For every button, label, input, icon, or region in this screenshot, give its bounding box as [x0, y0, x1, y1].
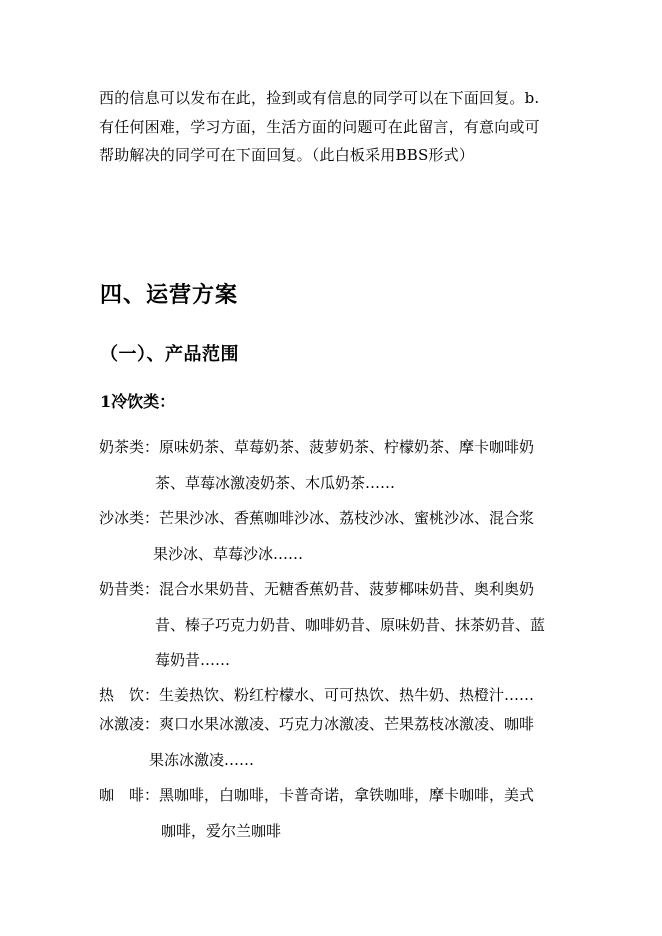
category-line: 咖啡，爱尔兰咖啡 — [161, 821, 282, 840]
category-line: 莓奶昔…… — [155, 651, 231, 669]
intro-paragraph — [99, 84, 569, 170]
category-ice-cream — [99, 707, 569, 778]
category-milkshake — [99, 572, 569, 679]
category-smoothie — [99, 501, 569, 572]
group-title: 1冷饮类： — [100, 392, 176, 411]
category-coffee — [99, 778, 569, 849]
category-line: 果冻冰激凌…… — [149, 750, 255, 769]
intro-line-3: 帮助解决的同学可在下面回复。（此白板采用BBS形式） — [99, 146, 475, 164]
category-line: 奶昔类：混合水果奶昔、无糖香蕉奶昔、菠萝椰味奶昔、奥利奥奶 — [99, 580, 535, 598]
intro-line-1: 西的信息可以发布在此，捡到或有信息的同学可以在下面回复。b. — [99, 89, 540, 107]
intro-line-2: 有任何困难，学习方面，生活方面的问题可在此留言，有意向或可 — [99, 117, 540, 136]
category-line: 热 饮：生姜热饮、粉红柠檬水、可可热饮、热牛奶、热橙汁…… — [99, 686, 535, 704]
category-line: 奶茶类：原味奶茶、草莓奶茶、菠萝奶茶、柠檬奶茶、摩卡咖啡奶 — [99, 438, 535, 456]
category-line: 果沙冰、草莓沙冰…… — [153, 544, 304, 563]
section-title: 四、运营方案 — [100, 282, 239, 308]
category-milk-tea — [99, 430, 569, 501]
category-line: 咖 啡：黑咖啡，白咖啡，卡普奇诺，拿铁咖啡，摩卡咖啡，美式 — [99, 786, 535, 804]
category-line: 冰激凌：爽口水果冰激凌、巧克力冰激凌、芒果荔枝冰激凌、咖啡 — [99, 715, 535, 733]
subsection-title: （一）、产品范围 — [100, 344, 239, 365]
category-line: 沙冰类：芒果沙冰、香蕉咖啡沙冰、荔枝沙冰、蜜桃沙冰、混合浆 — [99, 509, 535, 527]
category-line: 茶、草莓冰激凌奶茶、木瓜奶茶…… — [155, 473, 396, 492]
category-line: 昔、榛子巧克力奶昔、咖啡奶昔、原味奶昔、抹茶奶昔、蓝 — [155, 615, 546, 634]
